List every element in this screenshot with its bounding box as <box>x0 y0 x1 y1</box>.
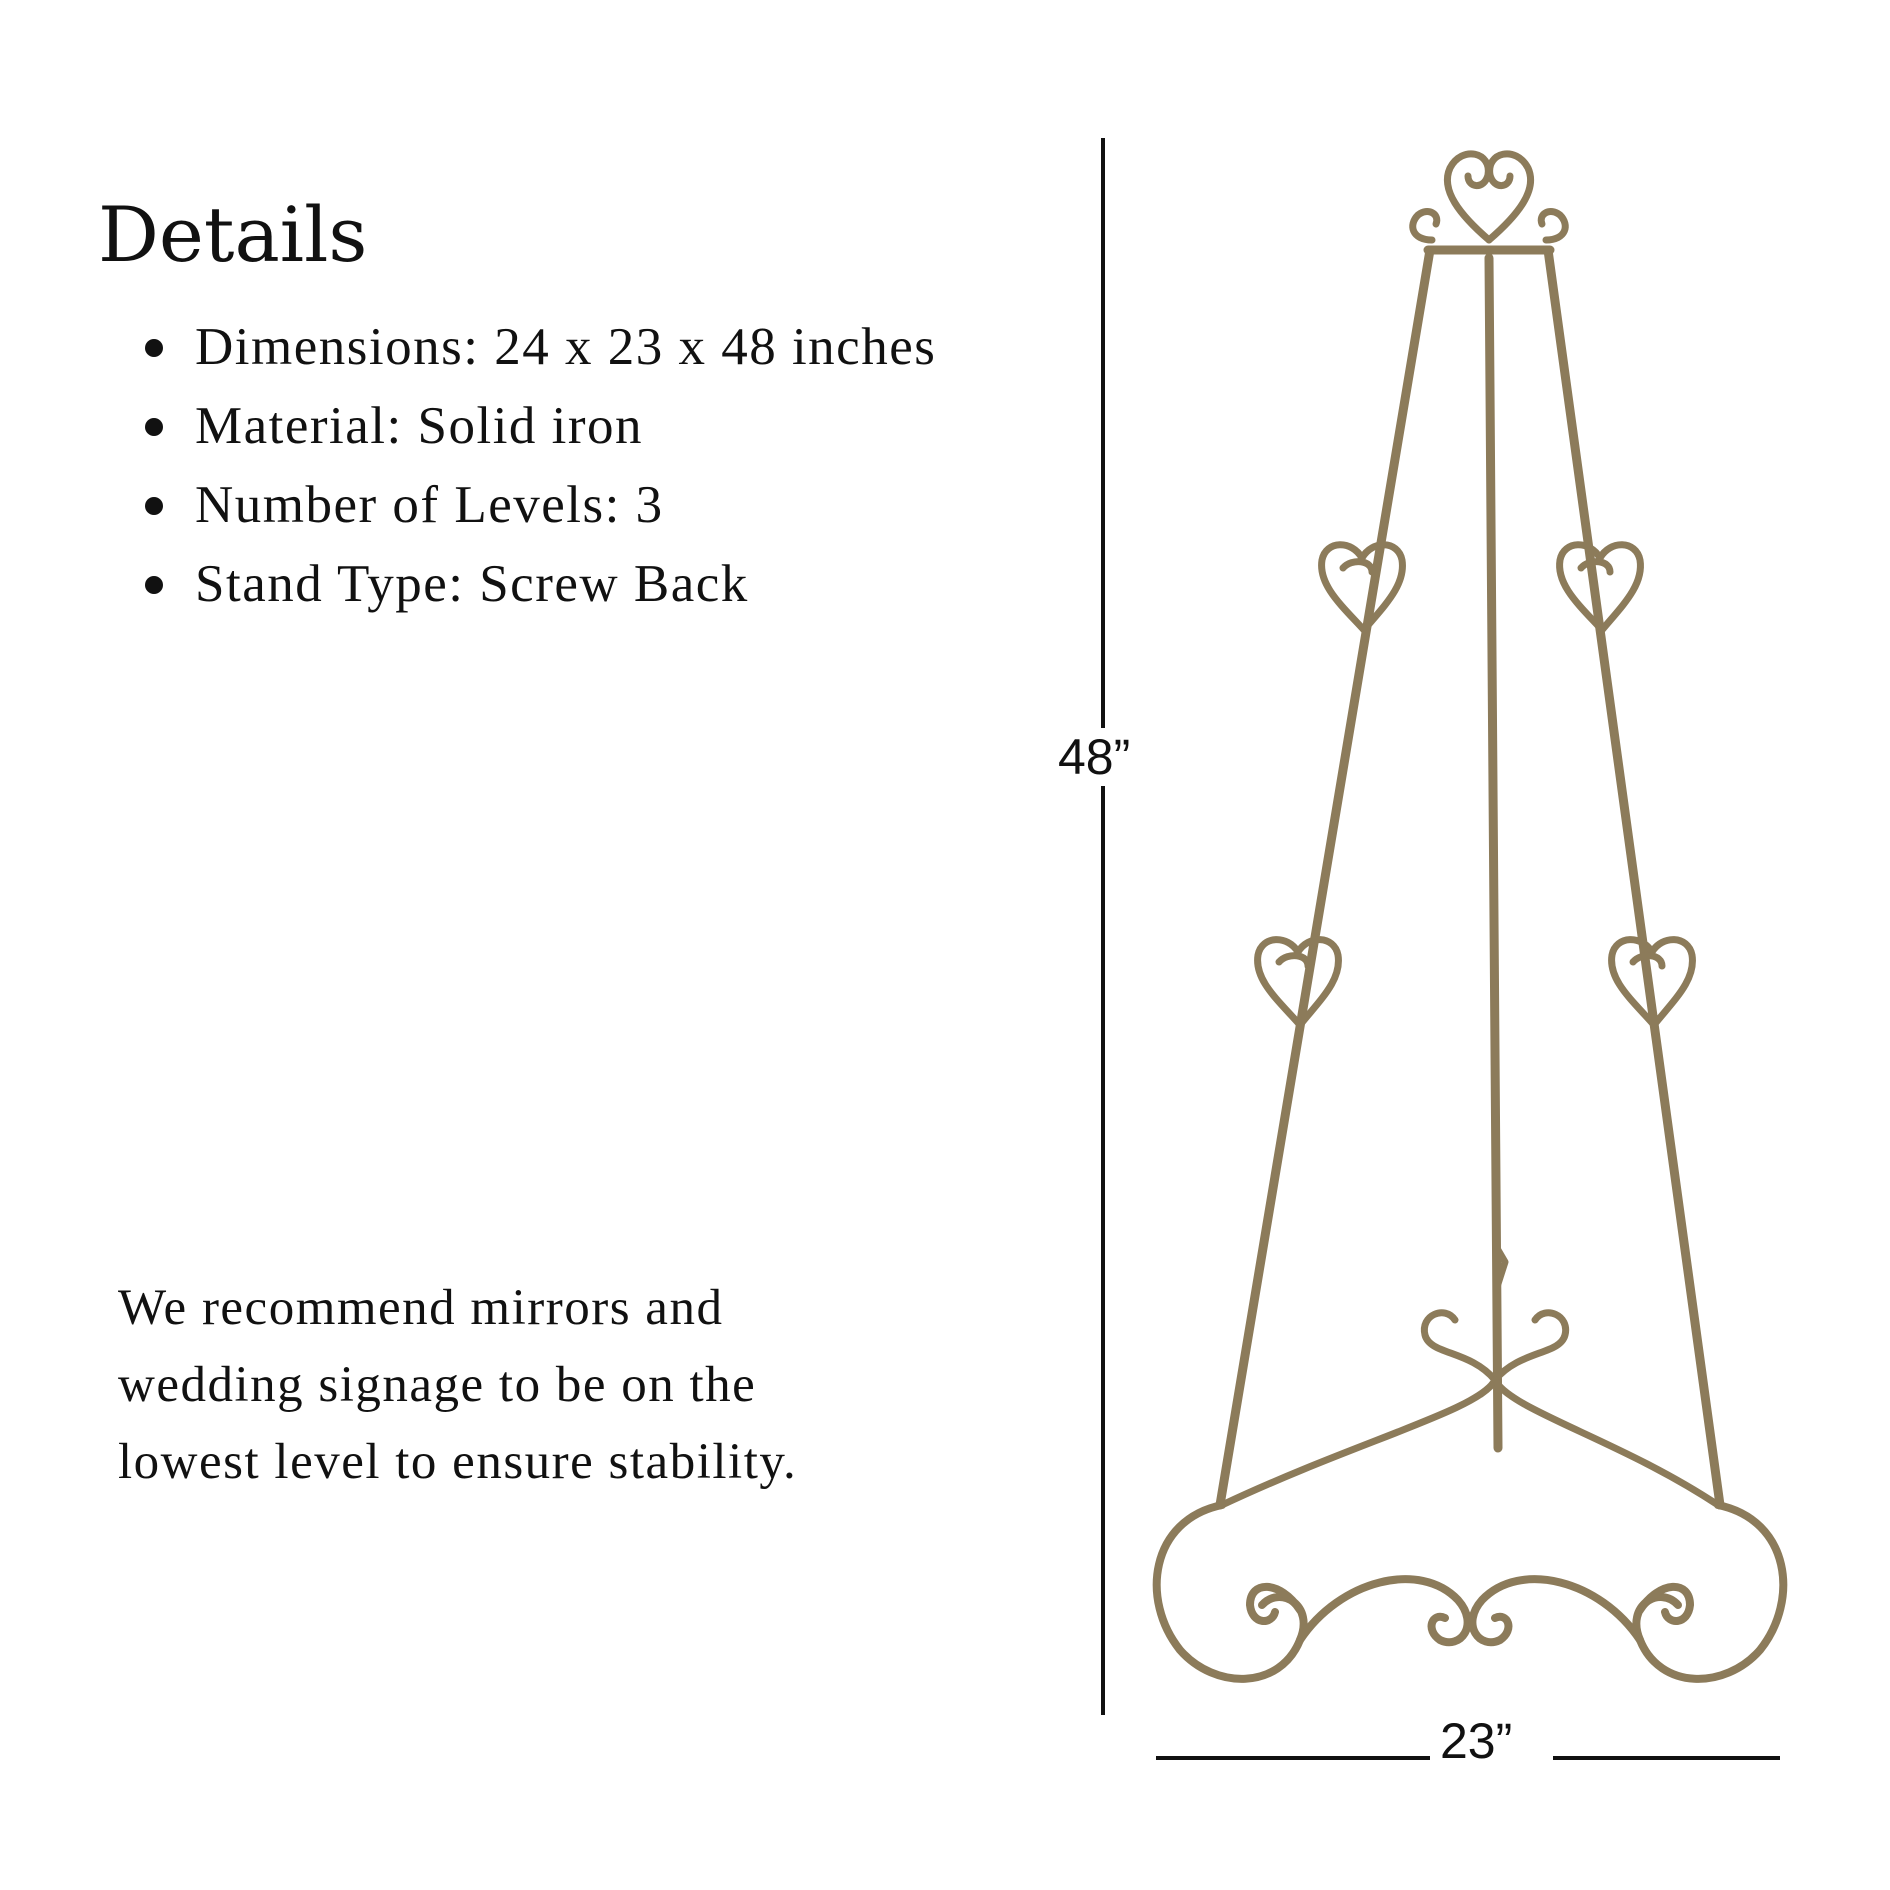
height-dimension-label: 48” <box>1058 729 1131 785</box>
center-scroll <box>1222 1250 1718 1505</box>
spec-text: Number of Levels: 3 <box>195 476 664 534</box>
note-line: We recommend mirrors and <box>118 1280 724 1336</box>
base-scrollwork <box>1157 1505 1784 1679</box>
spec-text: Material: Solid iron <box>195 397 644 455</box>
width-dimension-label: 23” <box>1440 1713 1513 1769</box>
dimension-lines <box>1103 138 1780 1758</box>
note-line: lowest level to ensure stability. <box>118 1434 798 1490</box>
spec-text: Dimensions: 24 x 23 x 48 inches <box>195 318 937 376</box>
details-title: Details <box>98 190 368 279</box>
easel-back-leg <box>1489 258 1498 1448</box>
easel-legs <box>1220 250 1720 1505</box>
heart-hooks-lower <box>1258 940 1693 1025</box>
easel-right-leg <box>1548 250 1720 1505</box>
spec-text: Stand Type: Screw Back <box>195 555 749 613</box>
easel-left-leg <box>1220 250 1430 1505</box>
easel-illustration <box>1157 154 1784 1679</box>
top-crest <box>1413 154 1566 240</box>
note-line: wedding signage to be on the <box>118 1357 757 1413</box>
